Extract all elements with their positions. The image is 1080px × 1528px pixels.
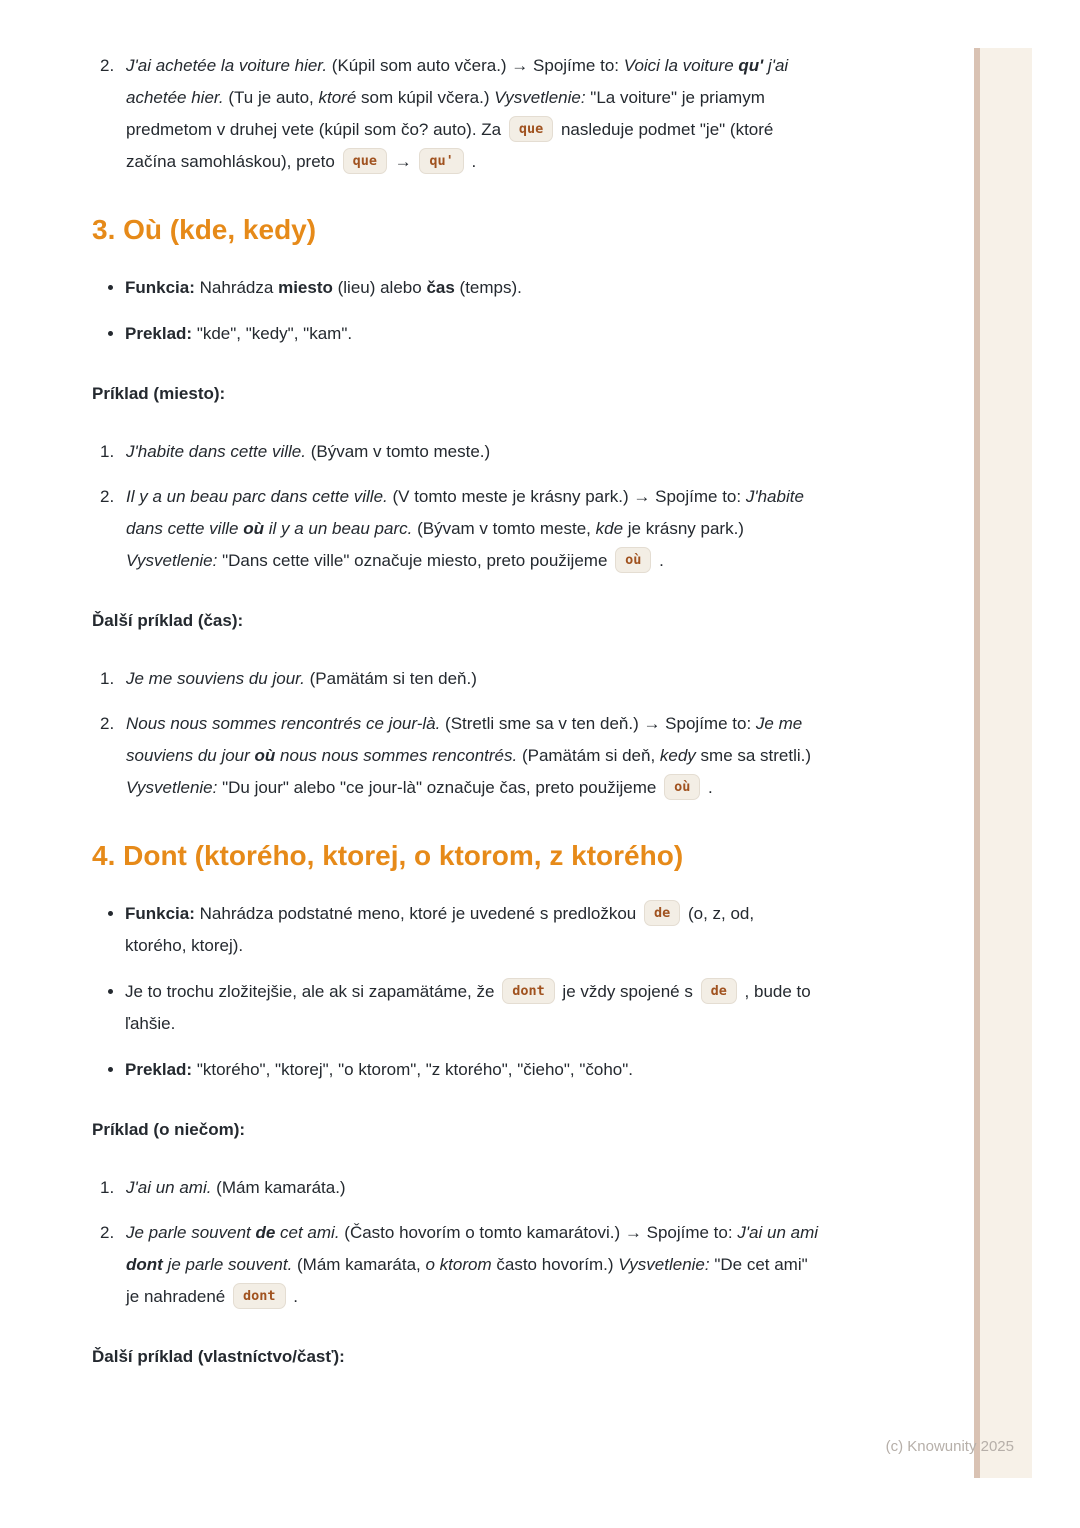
text-run: Nahrádza xyxy=(194,278,279,297)
text-run: Vysvetlenie: xyxy=(494,88,586,107)
item-text xyxy=(126,1217,820,1313)
text-run: où xyxy=(243,519,264,538)
item-number: 2. xyxy=(100,1223,115,1242)
sub-heading: Príklad (miesto): xyxy=(92,384,226,403)
numbered-item xyxy=(100,481,820,577)
text-run: J'ai un ami. xyxy=(126,1178,212,1197)
item-number: 1. xyxy=(100,442,115,461)
text-run: Vysvetlenie: xyxy=(126,551,218,570)
numbered-item xyxy=(100,1172,820,1204)
bullet-item xyxy=(125,1054,820,1086)
text-run: Vysvetlenie: xyxy=(126,778,218,797)
text-run: Je to trochu zložitejšie, ale ak si zapamätáme, že xyxy=(125,982,500,1001)
text-run: nous nous sommes rencontrés. xyxy=(275,746,518,765)
text-run: il y a un beau parc. xyxy=(263,519,413,538)
text-run: dont xyxy=(126,1255,163,1274)
inline-code-badge: où xyxy=(615,547,651,573)
text-run: kde xyxy=(595,519,624,538)
section-heading: 4. Dont (ktorého, ktorej, o ktorom, z ktorého) xyxy=(92,840,684,871)
text-run: nasleduje podmet "je" (ktoré začína samohláskou), preto xyxy=(126,120,774,171)
text-run: Preklad: xyxy=(125,1060,193,1079)
text-run: J'habite dans cette ville xyxy=(126,487,804,538)
numbered-list-continued xyxy=(92,50,820,178)
text-run: . xyxy=(466,152,477,171)
text-run: Nous nous sommes rencontrés ce jour-là. xyxy=(126,714,441,733)
numbered-item xyxy=(100,708,820,804)
numbered-item xyxy=(100,436,820,468)
text-run: často hovorím.) xyxy=(491,1255,619,1274)
text-run: "Du jour" alebo "ce jour-là" označuje čas, preto použijeme xyxy=(217,778,662,797)
text-run: Funkcia: xyxy=(125,278,195,297)
item-number: 2. xyxy=(100,714,115,733)
text-run: kedy xyxy=(659,746,696,765)
text-run: (Tu je auto, xyxy=(223,88,319,107)
item-text xyxy=(126,481,820,577)
item-number: 2. xyxy=(100,56,115,75)
inline-code-badge: dont xyxy=(502,978,555,1004)
text-run: J'habite dans cette ville. xyxy=(126,442,306,461)
text-run: (temps). xyxy=(454,278,522,297)
text-run: (Pamätám si ten deň.) xyxy=(304,669,477,688)
text-run: "Dans cette ville" označuje miesto, preto použijeme xyxy=(217,551,613,570)
text-run: (o, z, od, ktorého, ktorej). xyxy=(125,904,755,955)
text-run: (Často hovorím o tomto kamarátovi.) → Spojíme to: xyxy=(339,1223,738,1242)
text-run: Voici la voiture xyxy=(623,56,739,75)
text-run: où xyxy=(254,746,276,765)
numbered-item xyxy=(100,50,820,178)
item-text xyxy=(126,50,820,178)
text-run: "De cet ami" je nahradené xyxy=(126,1255,808,1306)
numbered-list xyxy=(92,663,820,804)
text-run: ktoré xyxy=(318,88,357,107)
text-run: Vysvetlenie: xyxy=(618,1255,710,1274)
text-run: čas xyxy=(426,278,455,297)
text-run: qu' xyxy=(738,56,764,75)
text-run: je krásny park.) xyxy=(623,519,744,538)
text-run: (Bývam v tomto meste.) xyxy=(305,442,491,461)
bullet-item xyxy=(125,898,820,962)
text-run: (V tomto meste je krásny park.) → Spojíme to: xyxy=(387,487,746,506)
text-run: som kúpil včera.) xyxy=(356,88,495,107)
text-run: (Pamätám si deň, xyxy=(517,746,660,765)
numbered-item xyxy=(100,663,820,695)
text-run: Il y a un beau parc dans cette ville. xyxy=(126,487,388,506)
text-run: miesto xyxy=(278,278,333,297)
numbered-list xyxy=(92,436,820,577)
text-run: J'ai achetée la voiture hier. xyxy=(126,56,328,75)
text-run: (Mám kamaráta, xyxy=(292,1255,426,1274)
text-run: sme sa stretli.) xyxy=(695,746,812,765)
item-text xyxy=(126,1172,820,1204)
item-number: 1. xyxy=(100,669,115,688)
text-run: de xyxy=(255,1223,276,1242)
text-run: Je me souviens du jour. xyxy=(126,669,305,688)
text-run: o ktorom xyxy=(425,1255,492,1274)
item-text xyxy=(126,663,820,695)
bullet-item xyxy=(125,272,820,304)
inline-code-badge: dont xyxy=(233,1283,286,1309)
text-run: (lieu) alebo xyxy=(332,278,427,297)
text-run: Je parle souvent xyxy=(126,1223,256,1242)
inline-code-badge: qu' xyxy=(419,148,463,174)
bullet-list xyxy=(92,898,820,1086)
text-run: je parle souvent. xyxy=(162,1255,293,1274)
sub-heading: Ďalší príklad (vlastníctvo/časť): xyxy=(92,1347,345,1366)
text-run: Nahrádza podstatné meno, ktoré je uvedené s predložkou xyxy=(194,904,641,923)
text-run: J'ai un ami xyxy=(737,1223,819,1242)
inline-code-badge: de xyxy=(644,900,680,926)
sub-heading: Príklad (o niečom): xyxy=(92,1120,246,1139)
item-number: 1. xyxy=(100,1178,115,1197)
bullet-item xyxy=(125,976,820,1040)
text-run: Preklad: xyxy=(125,324,193,343)
text-run: (Mám kamaráta.) xyxy=(211,1178,346,1197)
text-run: j'ai achetée hier. xyxy=(126,56,789,107)
text-run: cet ami. xyxy=(275,1223,340,1242)
text-run: . xyxy=(703,778,713,797)
bullet-item xyxy=(125,318,820,350)
numbered-list xyxy=(92,1172,820,1313)
inline-code-badge: où xyxy=(664,774,700,800)
sub-heading: Ďalší príklad (čas): xyxy=(92,611,244,630)
text-run: (Kúpil som auto včera.) → Spojíme to: xyxy=(327,56,624,75)
item-number: 2. xyxy=(100,487,115,506)
copyright-footer: (c) Knowunity 2025 xyxy=(885,1438,1014,1455)
inline-code-badge: que xyxy=(343,148,387,174)
item-text xyxy=(126,708,820,804)
text-run: "ktorého", "ktorej", "o ktorom", "z ktorého", "čieho", "čoho". xyxy=(192,1060,634,1079)
numbered-item xyxy=(100,1217,820,1313)
inline-code-badge: que xyxy=(509,116,553,142)
text-run: , bude to ľahšie. xyxy=(125,982,811,1033)
section-heading: 3. Où (kde, kedy) xyxy=(92,214,317,245)
text-run: je vždy spojené s xyxy=(557,982,698,1001)
next-page-edge xyxy=(980,48,1032,1478)
text-run: → xyxy=(389,152,417,171)
document-content xyxy=(92,50,820,1399)
text-run: (Bývam v tomto meste, xyxy=(412,519,596,538)
text-run: "kde", "kedy", "kam". xyxy=(192,324,353,343)
text-run: Je me souviens du jour xyxy=(126,714,803,765)
item-text xyxy=(126,436,820,468)
text-run: (Stretli sme sa v ten deň.) → Spojíme to: xyxy=(440,714,756,733)
text-run: . xyxy=(654,551,664,570)
text-run: . xyxy=(288,1287,298,1306)
text-run: "La voiture" je priamym predmetom v druhej vete (kúpil som čo? auto). Za xyxy=(126,88,765,139)
bullet-list xyxy=(92,272,820,350)
inline-code-badge: de xyxy=(701,978,737,1004)
text-run: Funkcia: xyxy=(125,904,195,923)
